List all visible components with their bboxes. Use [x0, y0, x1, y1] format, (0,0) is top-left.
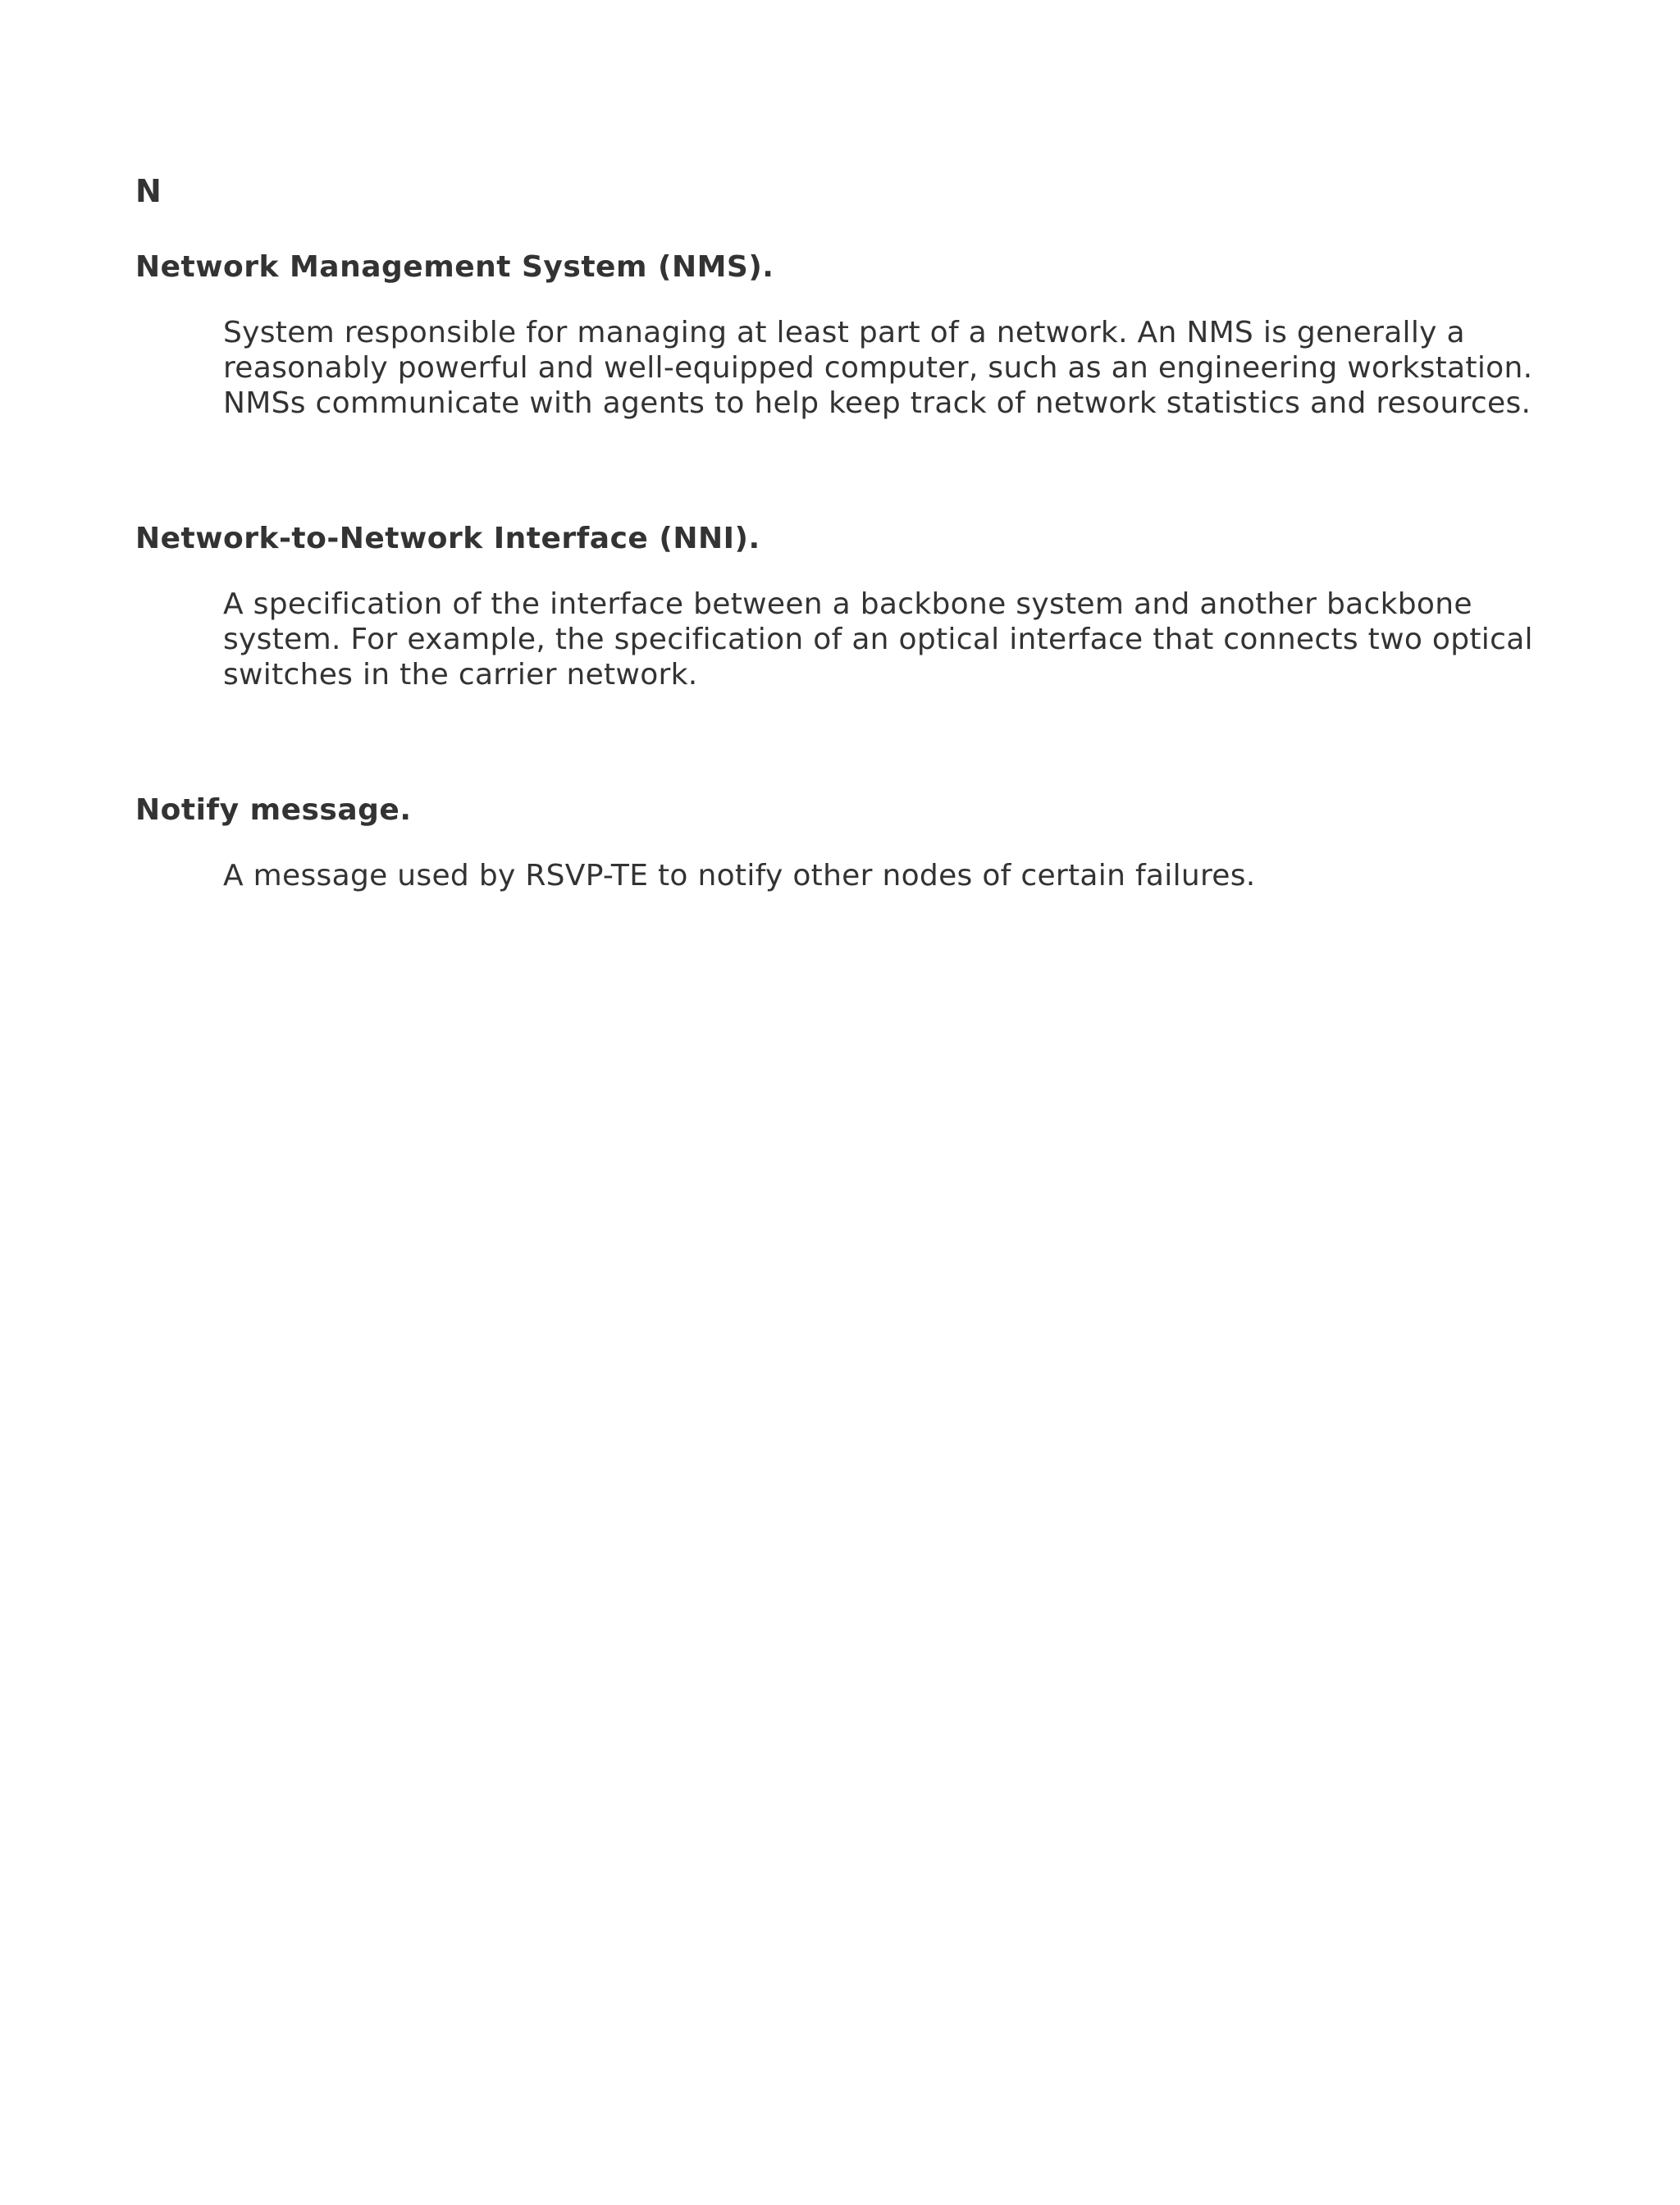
glossary-definition: System responsible for managing at least part of a network. An NMS is generally a reasonably powerful and well-equipped computer, such as an engineering workstation. NMSs communicate with agents to help keep track of network statistics and resources.	[223, 316, 1533, 420]
glossary-page	[135, 172, 1579, 993]
glossary-term: Network-to-Network Interface (NNI).	[135, 522, 760, 555]
glossary-entry-nms	[135, 249, 1579, 421]
glossary-term: Notify message.	[135, 793, 412, 827]
section-letter-heading: N	[135, 173, 162, 209]
glossary-term: Network Management System (NMS).	[135, 250, 774, 284]
glossary-definition: A specification of the interface between a backbone system and another backbone system. For example, the specification of an optical interface that connects two optical switches in the carrier network.	[223, 587, 1533, 692]
glossary-entry-notify-message	[135, 792, 1579, 893]
glossary-entry-nni	[135, 521, 1579, 692]
glossary-definition: A message used by RSVP-TE to notify other nodes of certain failures.	[223, 859, 1256, 892]
